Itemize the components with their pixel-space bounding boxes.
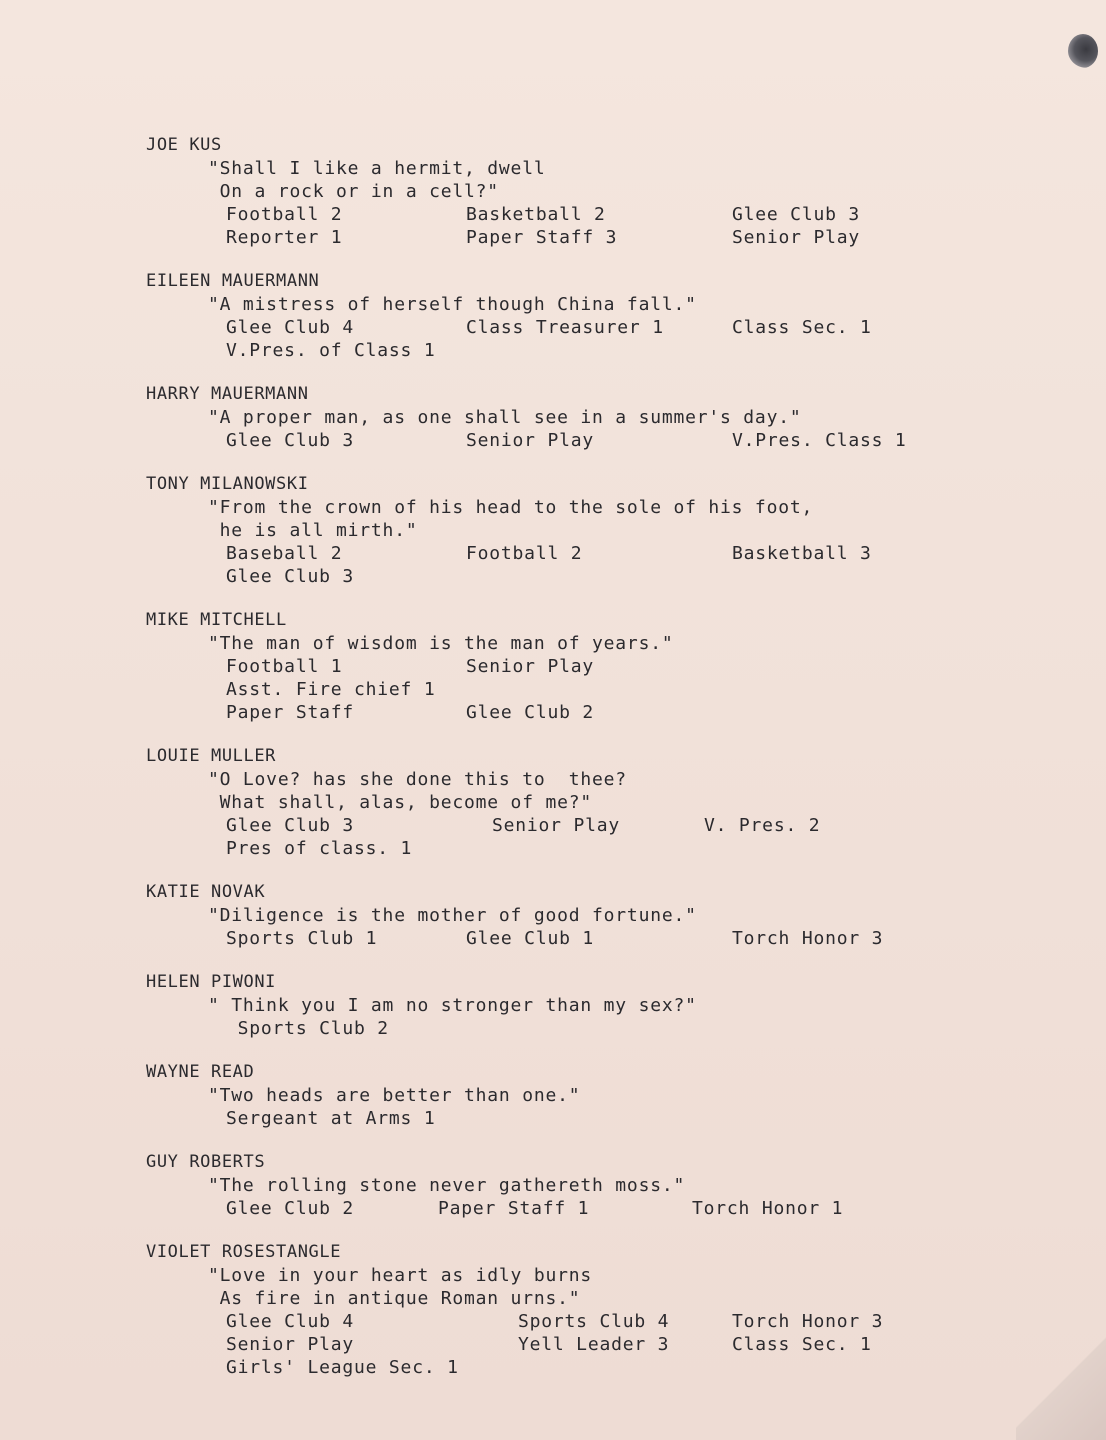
activity-item: Glee Club 1: [466, 928, 595, 949]
page-corner-fold: [1016, 1300, 1106, 1440]
activity-row: [226, 429, 966, 452]
activity-row: [226, 226, 966, 249]
student-quote-line: "The rolling stone never gathereth moss.": [208, 1175, 686, 1196]
activity-item: Baseball 2: [226, 543, 343, 564]
activity-item: Class Sec. 1: [732, 1334, 872, 1355]
student-name: JOE KUS: [146, 135, 222, 155]
activity-row: [226, 316, 966, 339]
activity-item: Paper Staff 3: [466, 227, 618, 248]
activity-item: Basketball 2: [466, 204, 606, 225]
activity-item: Torch Honor 3: [732, 928, 884, 949]
student-quote-line: "Shall I like a hermit, dwell: [208, 158, 546, 179]
activity-item: V.Pres. of Class 1: [226, 340, 436, 361]
senior-entry: [146, 881, 966, 950]
activity-row: [226, 1107, 966, 1130]
student-quote-line: On a rock or in a cell?": [208, 181, 499, 202]
activity-item: Sergeant at Arms 1: [226, 1108, 436, 1129]
activity-item: Senior Play: [732, 227, 861, 248]
activity-item: Glee Club 3: [732, 204, 861, 225]
activity-item: Torch Honor 1: [692, 1198, 844, 1219]
senior-entry: [146, 1061, 966, 1130]
student-name: KATIE NOVAK: [146, 882, 266, 902]
activity-item: Sports Club 2: [226, 1018, 389, 1039]
activity-list: [226, 203, 966, 249]
activity-item: Senior Play: [226, 1334, 355, 1355]
activity-row: [226, 837, 966, 860]
senior-entry: [146, 1151, 966, 1220]
student-name: MIKE MITCHELL: [146, 610, 287, 630]
student-name: EILEEN MAUERMANN: [146, 271, 320, 291]
student-quote-line: "Love in your heart as idly burns: [208, 1265, 593, 1286]
activity-item: Senior Play: [492, 815, 621, 836]
senior-list: [146, 134, 966, 1400]
activity-item: Glee Club 4: [226, 317, 355, 338]
activity-item: Yell Leader 3: [518, 1334, 670, 1355]
activity-item: Glee Club 3: [226, 566, 355, 587]
activity-item: Glee Club 3: [226, 430, 355, 451]
senior-entry: [146, 270, 966, 362]
student-quote-line: What shall, alas, become of me?": [208, 792, 593, 813]
activity-item: Asst. Fire chief 1: [226, 679, 436, 700]
student-quote-line: "Diligence is the mother of good fortune.": [208, 905, 697, 926]
student-name: GUY ROBERTS: [146, 1152, 266, 1172]
activity-list: [226, 655, 966, 724]
activity-item: Sports Club 1: [226, 928, 378, 949]
student-quote-line: "Two heads are better than one.": [208, 1085, 581, 1106]
senior-entry: [146, 473, 966, 588]
senior-entry: [146, 134, 966, 249]
activity-item: Torch Honor 3: [732, 1311, 884, 1332]
activity-item: Glee Club 3: [226, 815, 355, 836]
senior-entry: [146, 745, 966, 860]
student-name: TONY MILANOWSKI: [146, 474, 309, 494]
student-quote-line: "From the crown of his head to the sole of his foot,: [208, 497, 814, 518]
activity-item: Class Sec. 1: [732, 317, 872, 338]
activity-item: Glee Club 2: [226, 1198, 355, 1219]
binder-hole: [1068, 34, 1098, 68]
activity-row: [226, 565, 966, 588]
activity-list: [226, 1310, 966, 1379]
activity-item: Glee Club 4: [226, 1311, 355, 1332]
activity-row: [226, 655, 966, 678]
activity-row: [226, 1333, 966, 1356]
student-quote-line: As fire in antique Roman urns.": [208, 1288, 581, 1309]
activity-item: Senior Play: [466, 430, 595, 451]
activity-item: Pres of class. 1: [226, 838, 413, 859]
activity-row: [226, 339, 966, 362]
activity-row: [226, 542, 966, 565]
activity-row: [226, 203, 966, 226]
activity-list: [226, 814, 966, 860]
senior-entry: [146, 383, 966, 452]
activity-row: [226, 1197, 966, 1220]
activity-item: Basketball 3: [732, 543, 872, 564]
activity-list: [226, 1197, 966, 1220]
activity-row: [226, 1356, 966, 1379]
activity-row: [226, 1310, 966, 1333]
activity-item: Football 2: [466, 543, 583, 564]
activity-list: [226, 1017, 966, 1040]
activity-row: [226, 814, 966, 837]
student-name: WAYNE READ: [146, 1062, 255, 1082]
activity-row: [226, 1017, 966, 1040]
student-name: LOUIE MULLER: [146, 746, 277, 766]
activity-item: Sports Club 4: [518, 1311, 670, 1332]
activity-item: Glee Club 2: [466, 702, 595, 723]
activity-row: [226, 927, 966, 950]
activity-list: [226, 927, 966, 950]
student-quote-line: "The man of wisdom is the man of years.": [208, 633, 674, 654]
student-quote-line: he is all mirth.": [208, 520, 418, 541]
student-name: HELEN PIWONI: [146, 972, 277, 992]
senior-entry: [146, 609, 966, 724]
student-quote-line: " Think you I am no stronger than my sex?": [208, 995, 697, 1016]
senior-entry: [146, 1241, 966, 1379]
student-quote-line: "A mistress of herself though China fall.": [208, 294, 697, 315]
activity-list: [226, 1107, 966, 1130]
activity-row: [226, 678, 966, 701]
activity-item: Girls' League Sec. 1: [226, 1357, 459, 1378]
activity-item: Football 1: [226, 656, 343, 677]
student-quote-line: "A proper man, as one shall see in a summer's day.": [208, 407, 802, 428]
activity-item: V. Pres. 2: [704, 815, 821, 836]
activity-item: Paper Staff: [226, 702, 355, 723]
senior-entry: [146, 971, 966, 1040]
activity-item: Paper Staff 1: [438, 1198, 590, 1219]
student-name: VIOLET ROSESTANGLE: [146, 1242, 342, 1262]
activity-item: Football 2: [226, 204, 343, 225]
student-name: HARRY MAUERMANN: [146, 384, 309, 404]
activity-item: Reporter 1: [226, 227, 343, 248]
activity-list: [226, 316, 966, 362]
activity-item: V.Pres. Class 1: [732, 430, 907, 451]
student-quote-line: "O Love? has she done this to thee?: [208, 769, 627, 790]
activity-item: Class Treasurer 1: [466, 317, 664, 338]
activity-row: [226, 701, 966, 724]
activity-item: Senior Play: [466, 656, 595, 677]
activity-list: [226, 429, 966, 452]
activity-list: [226, 542, 966, 588]
